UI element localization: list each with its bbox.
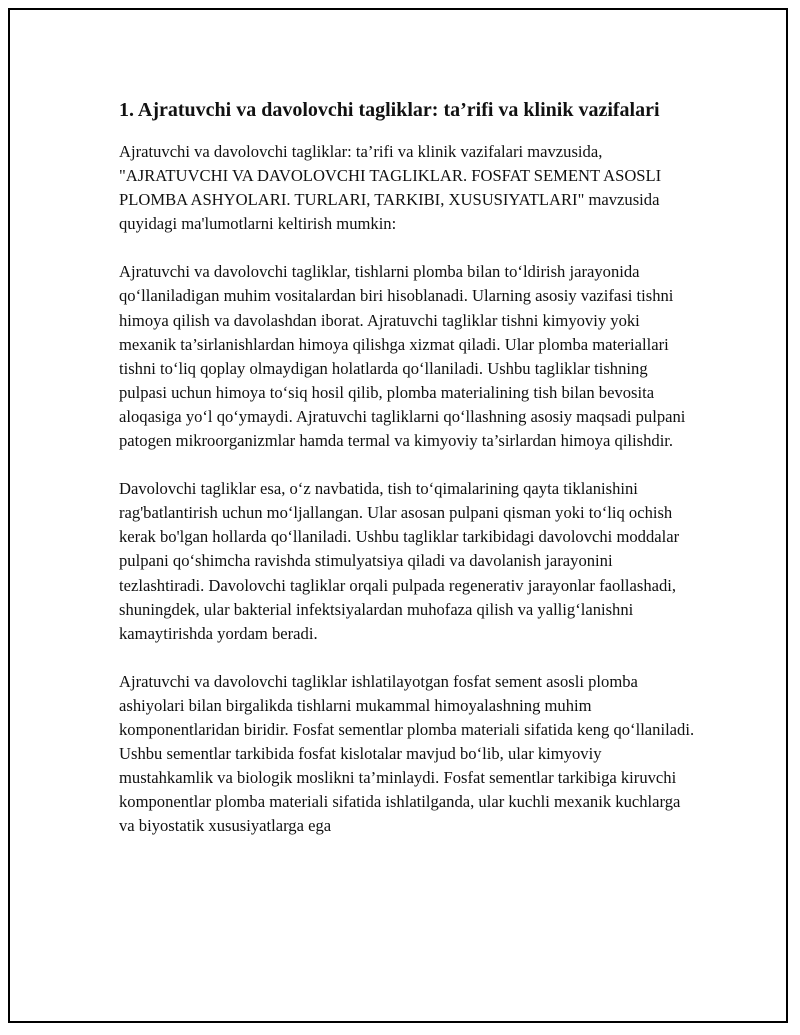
- paragraph-intro: Ajratuvchi va davolovchi tagliklar: ta’rifi va klinik vazifalari mavzusida, "AJRATUVCHI VA DAVOLOVCHI TAGLIKLAR. FOSFAT SEMENT ASOSLI PLOMBA ASHYOLARI. TURLARI, TARKIBI, XUSUSIYATLARI" mavzusida quyidagi ma'lumotlarni keltirish mumkin:: [119, 142, 662, 234]
- section-heading: 1. Ajratuvchi va davolovchi tagliklar: ta’rifi va klinik vazifalari: [119, 99, 660, 121]
- paragraph-therapeutic-liners: Davolovchi tagliklar esa, o‘z navbatida, tish to‘qimalarining qayta tiklanishini rag'batlantirish uchun mo‘ljallangan. Ular asosan pulpani qisman yoki to‘liq ochish kerak bo'lgan hollarda qo‘llaniladi. Ushbu tagliklar tarkibidagi davolovchi moddalar pulpani qo‘shimcha ravishda stimulyatsiya qiladi va davolanish jarayonini tezlashtiradi. Davolovchi tagliklar orqali pulpada regenerativ jarayonlar faollashadi, shuningdek, ular bakterial infektsiyalardan muhofaza qilish va yallig‘lanishni kamaytirishda yordam beradi.: [119, 479, 680, 643]
- document-body: [119, 96, 699, 862]
- paragraph-separating-liners: Ajratuvchi va davolovchi tagliklar, tishlarni plomba bilan to‘ldirish jarayonida qo‘llaniladigan muhim vositalardan biri hisoblanadi. Ularning asosiy vazifasi tishni himoya qilish va davolashdan iborat. Ajratuvchi tagliklar tishni kimyoviy yoki mexanik ta’sirlanishlardan himoya qilishga xizmat qiladi. Ular plomba materiallari tishni to‘liq qoplay olmaydigan holatlarda qo‘llaniladi. Ushbu tagliklar tishning pulpasi uchun himoya to‘siq hosil qilib, plomba materialining tish bilan bevosita aloqasiga yo‘l qo‘ymaydi. Ajratuvchi tagliklarni qo‘llashning asosiy maqsadi pulpani patogen mikroorganizmlar hamda termal va kimyoviy ta’sirlardan himoya qilishdir.: [119, 262, 686, 451]
- document-page: [8, 8, 788, 1023]
- paragraph-phosphate-cements: Ajratuvchi va davolovchi tagliklar ishlatilayotgan fosfat sement asosli plomba ashiyolari bilan birgalikda tishlarni mukammal himoyalashning muhim komponentlaridan biridir. Fosfat sementlar plomba materiali sifatida keng qo‘llaniladi. Ushbu sementlar tarkibida fosfat kislotalar mavjud bo‘lib, ular kimyoviy mustahkamlik va biologik moslikni ta’minlaydi. Fosfat sementlar tarkibiga kiruvchi komponentlar plomba materiali sifatida ishlatilganda, ular kuchli mexanik kuchlarga va biyostatik xususiyatlarga ega: [119, 671, 695, 836]
